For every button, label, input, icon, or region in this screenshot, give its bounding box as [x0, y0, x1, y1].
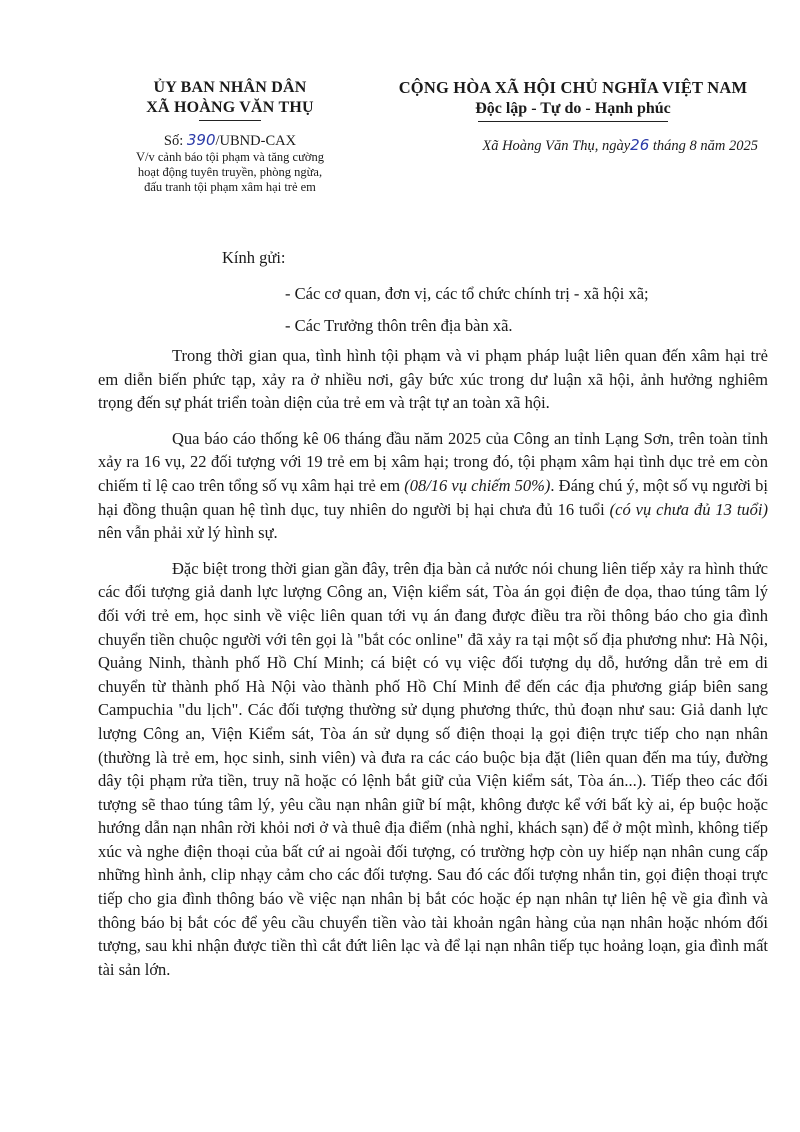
- national-motto: Độc lập - Tự do - Hạnh phúc: [475, 100, 671, 117]
- recipient-item: - Các cơ quan, đơn vị, các tổ chức chính trị - xã hội xã;: [285, 284, 649, 303]
- paragraph-situation: Trong thời gian qua, tình hình tội phạm và vi phạm pháp luật liên quan đến xâm hại trẻ em diễn biến phức tạp, xảy ra ở nhiều nơi, gây bức xúc trong dư luận xã hội, ảnh hưởng nghiêm trọng đến sự phát triển toàn diện của trẻ em và trật tự an toàn xã hội.: [98, 346, 768, 413]
- national-header-block: [368, 78, 778, 155]
- paragraph-statistics: [98, 427, 768, 545]
- statistics-text-b: . Đáng chú ý, một số vụ người bị hại đồng thuận quan hệ tình dục, tuy nhiên do người bị hại chưa đủ 16 tuổi: [98, 475, 768, 519]
- issue-date: [368, 136, 778, 155]
- issuing-authority-block: [100, 78, 360, 195]
- statistics-ratio-note: (08/16 vụ chiếm 50%): [404, 475, 551, 495]
- date-suffix: tháng 8 năm 2025: [649, 138, 758, 154]
- motto-underline: [478, 121, 668, 122]
- subject-line1: V/v cảnh báo tội phạm và tăng cường: [136, 150, 324, 164]
- statistics-text-a: Qua báo cáo thống kê 06 tháng đầu năm 2025 của Công an tỉnh Lạng Sơn, trên toàn tỉnh xảy ra 16 vụ, 22 đối tượng với 19 trẻ em bị xâm hại; trong đó, tội phạm xâm hại tình dục trẻ em còn chiếm tỉ lệ cao trên tổng số vụ xâm hại trẻ em: [98, 428, 768, 495]
- document-number: [100, 131, 360, 150]
- authority-name-line2: XÃ HOÀNG VĂN THỤ: [146, 99, 314, 116]
- subject-line3: đấu tranh tội phạm xâm hại trẻ em: [144, 180, 316, 194]
- salutation: Kính gửi:: [222, 248, 286, 267]
- paragraph-online-kidnapping: Đặc biệt trong thời gian gần đây, trên địa bàn cả nước nói chung liên tiếp xảy ra hình thức các đối tượng giả danh lực lượng Công an, Viện kiểm sát, Tòa án gọi điện đe dọa, thao túng tâm lý đối với trẻ em, học sinh về việc liên quan tới vụ án đang được điều tra rồi thông báo cho gia đình chuyển tiền chuộc người với tên gọi là "bắt cóc online" đã xảy ra tại một số địa phương như: Hà Nội, Quảng Ninh, thành phố Hồ Chí Minh; cá biệt có vụ việc đối tượng dụ dỗ, hướng dẫn trẻ em di chuyển từ thành phố Hà Nội vào thành phố Hồ Chí Minh để đến các địa phương giáp biên sang Campuchia "du lịch". Các đối tượng thường sử dụng phương thức, thủ đoạn như sau: Giả danh lực lượng Công an, Viện Kiểm sát, Tòa án sử dụng số điện thoại lạ gọi điện trực tiếp cho nạn nhân (thường là trẻ em, học sinh, sinh viên) và đưa ra các cáo buộc bịa đặt (liên quan đến ma túy, đường dây tội phạm rửa tiền, truy nã hoặc có lệnh bắt giữ của Viện kiểm sát, Tòa án...). Tiếp theo các đối tượng sẽ thao túng tâm lý, yêu cầu nạn nhân giữ bí mật, không được kể với bất kỳ ai, ép buộc hoặc hướng dẫn nạn nhân rời khỏi nơi ở và thuê địa điểm (nhà nghỉ, khách sạn) để ở một mình, không tiếp xúc và nghe điện thoại của bất cứ ai ngoài đối tượng, có trường hợp còn uy hiếp nạn nhân cung cấp những hình ảnh, clip nhạy cảm cho các đối tượng. Sau đó các đối tượng nhắn tin, gọi điện thoại trực tiếp cho gia đình thông báo về việc nạn nhân bị bắt cóc hoặc ép nạn nhân tự liên hệ về gia đình và thông báo bị bắt cóc để yêu cầu chuyển tiền vào tài khoản ngân hàng của nạn nhân hoặc nhóm đối tượng, sau khi nhận được tiền thì cắt đứt liên lạc và để lại nạn nhân tiếp tục hoảng loạn, gia đình mất tài sản lớn.: [98, 558, 768, 979]
- date-prefix: Xã Hoàng Văn Thụ, ngày: [482, 138, 631, 154]
- date-day-handwritten: 26: [630, 136, 650, 154]
- recipient-item: - Các Trưởng thôn trên địa bàn xã.: [285, 316, 513, 335]
- authority-name-line1: ỦY BAN NHÂN DÂN: [153, 79, 307, 96]
- subject-line2: hoạt động tuyên truyền, phòng ngừa,: [137, 165, 323, 179]
- statistics-text-c: nên vẫn phải xử lý hình sự.: [98, 523, 278, 543]
- document-number-suffix: /UBND-CAX: [215, 133, 297, 149]
- authority-underline: [199, 120, 261, 121]
- document-number-handwritten: 390: [186, 131, 216, 149]
- document-number-prefix: Số:: [163, 133, 187, 149]
- nation-title: CỘNG HÒA XÃ HỘI CHỦ NGHĨA VIỆT NAM: [398, 78, 748, 97]
- document-body: [98, 344, 768, 993]
- statistics-age-note: (có vụ chưa đủ 13 tuổi): [609, 499, 768, 519]
